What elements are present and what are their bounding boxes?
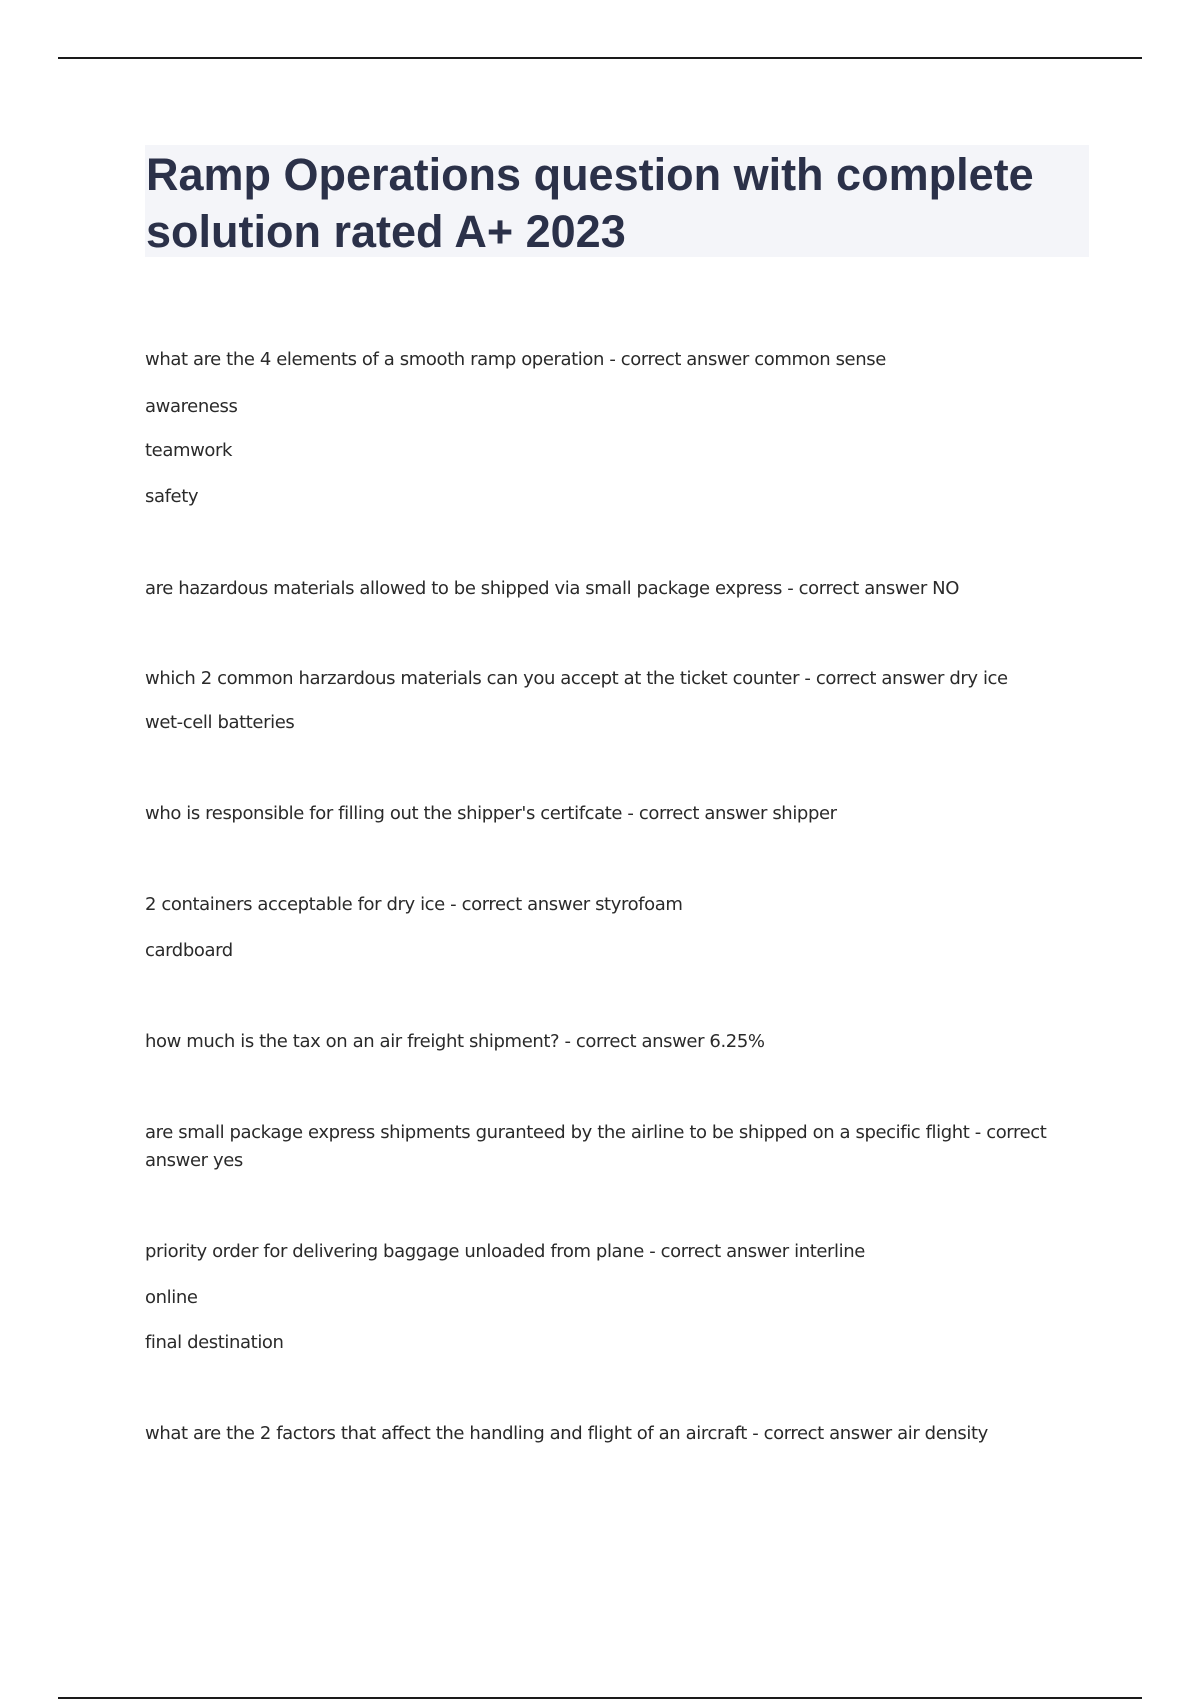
qa-line [145,346,1085,374]
answer-separator: - correct answer [145,1122,1047,1171]
question-text: what are the 4 elements of a smooth ramp operation [145,349,605,370]
answer-text: interline [794,1241,865,1262]
answer-separator: - correct answer [643,1241,795,1262]
answer-separator: - correct answer [781,578,933,599]
question-text: what are the 2 factors that affect the handling and flight of an aircraft [145,1423,747,1444]
header-rule [58,57,1142,59]
answer-text: dry ice [949,668,1008,689]
qa-line [145,1238,1085,1266]
answer-text: air density [897,1423,988,1444]
answer-text: yes [212,1150,243,1171]
footer-rule [58,1697,1142,1699]
answer-separator: - correct answer [746,1423,898,1444]
qa-line [145,665,1085,693]
qa-line [145,1028,1085,1056]
answer-continuation: teamwork [145,440,233,461]
question-text: are hazardous materials allowed to be shipped via small package express [145,578,782,599]
question-text: which 2 common harzardous materials can you accept at the ticket counter [145,668,800,689]
qa-line [145,891,1085,919]
qa-line [145,1119,1085,1175]
answer-text: common sense [754,349,886,370]
question-text: are small package express shipments guranteed by the airline to be shipped on a specific flight [145,1122,970,1143]
answer-continuation: safety [145,486,199,507]
qa-line [145,800,1085,828]
qa-line [145,575,1085,603]
answer-continuation: online [145,1287,198,1308]
answer-separator: - correct answer [622,803,773,824]
question-text: priority order for delivering baggage unloaded from plane [145,1241,644,1262]
answer-continuation: awareness [145,396,238,417]
answer-separator: - correct answer [559,1031,710,1052]
qa-line [145,1420,1085,1448]
answer-separator: - correct answer [444,894,596,915]
answer-separator: - correct answer [799,668,950,689]
answer-text: 6.25% [709,1031,765,1052]
answer-text: NO [932,578,960,599]
answer-text: styrofoam [595,894,683,915]
answer-text: shipper [772,803,837,824]
question-text: who is responsible for filling out the shipper's certifcate [145,803,623,824]
answer-continuation: cardboard [145,940,233,961]
question-text: how much is the tax on an air freight shipment? [145,1031,560,1052]
answer-continuation: final destination [145,1332,284,1353]
answer-separator: - correct answer [604,349,755,370]
document-title: Ramp Operations question with complete solution rated A+ 2023 [146,149,1034,257]
answer-continuation: wet-cell batteries [145,712,295,733]
question-text: 2 containers acceptable for dry ice [145,894,445,915]
